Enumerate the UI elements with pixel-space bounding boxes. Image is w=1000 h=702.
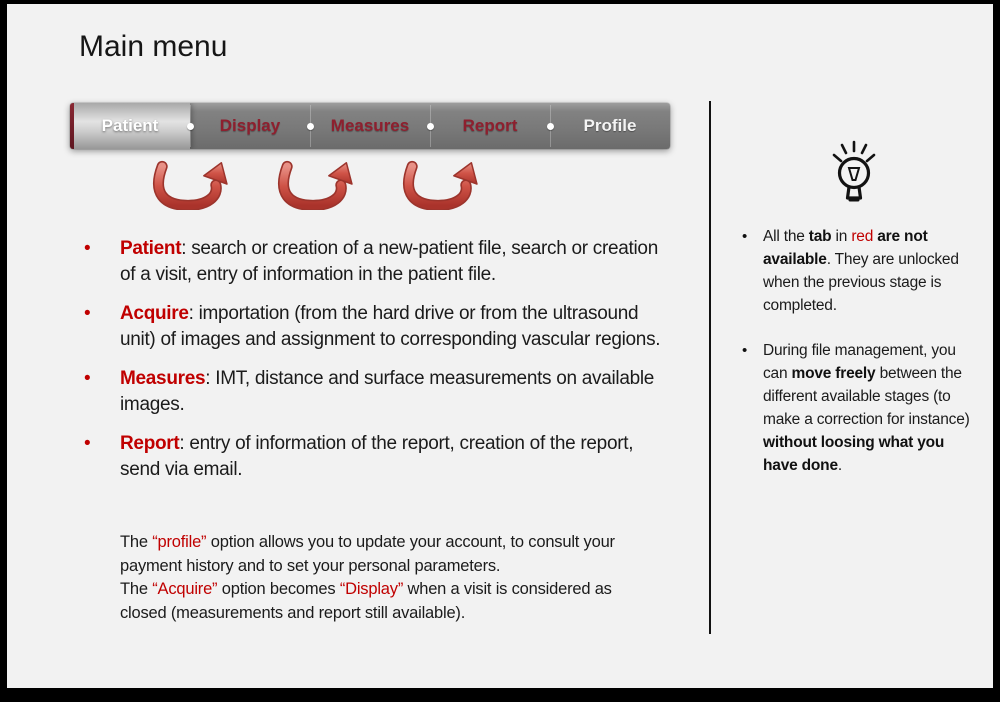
slide: [7, 4, 993, 688]
feature-term: Patient: [120, 238, 182, 259]
footnote-paragraph-profile: The “profile” option allows you to update your account, to consult your payment history and to set your personal parameters.: [120, 533, 615, 575]
feature-desc: : IMT, distance and surface measurements on available images.: [120, 368, 655, 415]
tab-display-label: Display: [219, 116, 281, 135]
curved-arrow-icon: [398, 160, 480, 210]
tab-measures-label: Measures: [330, 116, 410, 135]
tab-patient-label: Patient: [101, 116, 159, 135]
menu-bar: [70, 103, 670, 149]
menu-bar-accent-strip: [70, 103, 74, 149]
tab-separator-dot: [187, 123, 194, 130]
feature-item-acquire: [82, 301, 668, 353]
tab-separator-dot: [307, 123, 314, 130]
acquire-option-ref: “Acquire”: [152, 580, 218, 598]
feature-list: [82, 236, 672, 496]
profile-option-ref: “profile”: [152, 533, 207, 551]
feature-desc: : importation (from the hard drive or from the ultrasound unit) of images and assignment to corresponding vascular regions.: [120, 303, 661, 350]
footnote-paragraph-acquire: The “Acquire” option becomes “Display” when a visit is considered as closed (measurements and report still available).: [120, 580, 612, 622]
tab-profile-label: Profile: [583, 116, 637, 135]
feature-item-report: [82, 431, 668, 483]
tip-item-navigation: • During file management, you can move freely between the different available stages (to make a correction for instance) without loosing what you have done.: [738, 339, 970, 477]
feature-desc: : search or creation of a new-patient file, search or creation of a visit, entry of information in the patient file.: [120, 238, 658, 285]
tab-separator-dot: [547, 123, 554, 130]
curved-arrow-icon: [273, 160, 355, 210]
tab-display[interactable]: [190, 103, 310, 149]
red-word: red: [851, 228, 874, 245]
lightbulb-icon: [823, 138, 885, 214]
footnote: [120, 531, 658, 625]
feature-term: Acquire: [120, 303, 189, 324]
tab-separator-dot: [427, 123, 434, 130]
tab-report-label: Report: [462, 116, 518, 135]
tab-profile[interactable]: [550, 103, 670, 149]
tab-measures[interactable]: [310, 103, 430, 149]
display-option-ref: “Display”: [339, 580, 404, 598]
page-title: Main menu: [79, 30, 228, 63]
tip-item-availability: • All the tab in red are not available. They are unlocked when the previous stage is completed.: [738, 225, 970, 317]
divider-line: [709, 101, 711, 634]
tab-patient[interactable]: [70, 103, 190, 149]
feature-term: Measures: [120, 368, 206, 389]
feature-term: Report: [120, 433, 180, 454]
curved-arrow-icon: [148, 160, 230, 210]
feature-item-measures: [82, 366, 668, 418]
tips-list: [738, 225, 970, 477]
feature-item-patient: [82, 236, 668, 288]
feature-desc: : entry of information of the report, creation of the report, send via email.: [120, 433, 634, 480]
tab-report[interactable]: [430, 103, 550, 149]
